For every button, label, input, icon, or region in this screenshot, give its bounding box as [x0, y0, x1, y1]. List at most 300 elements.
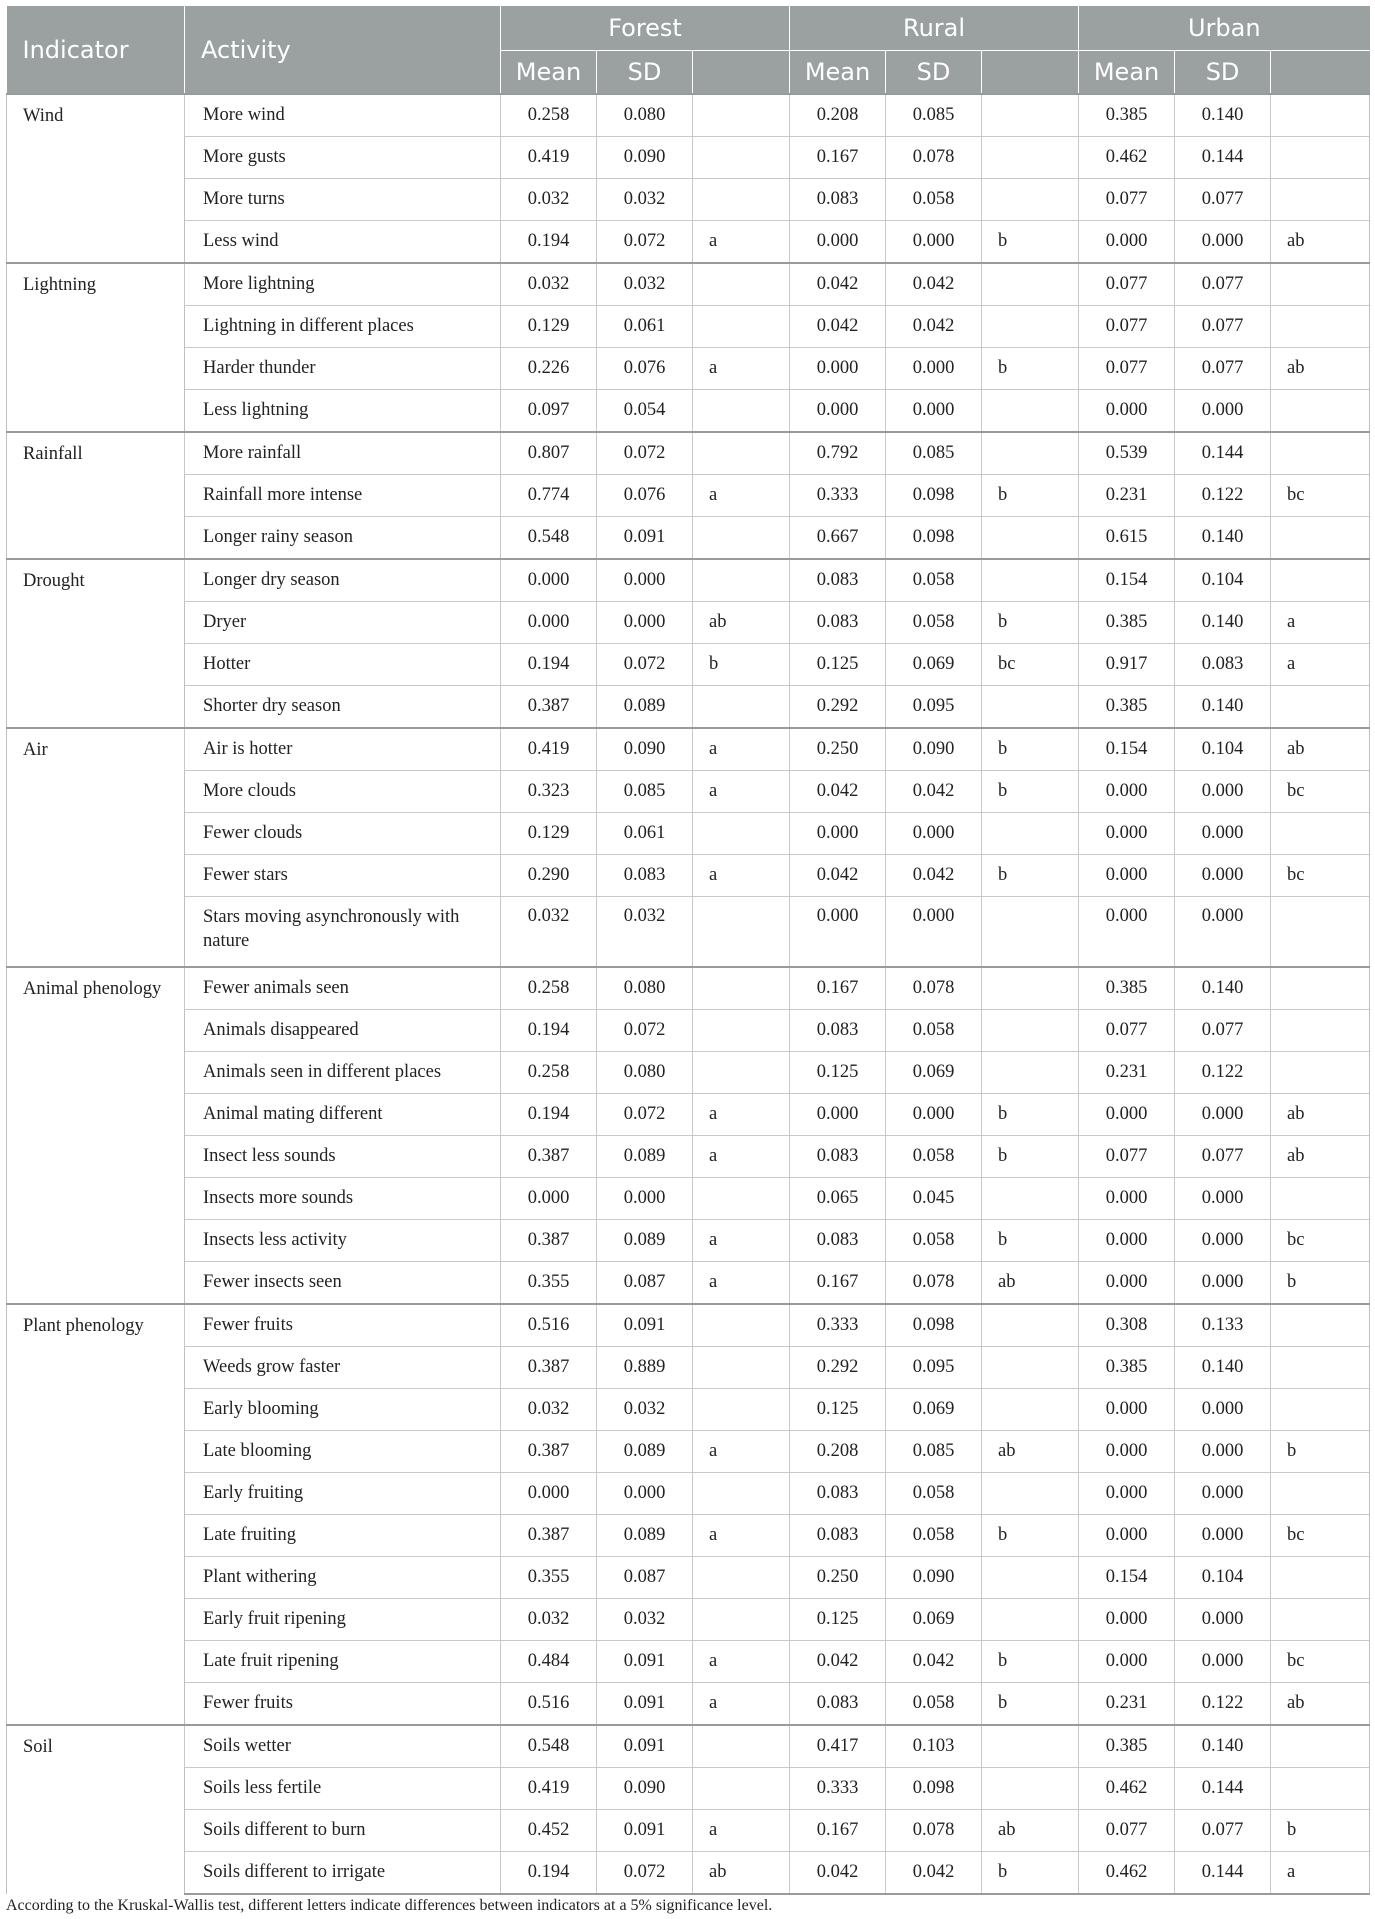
forest-sig-cell — [693, 813, 790, 855]
forest-sd-cell: 0.091 — [597, 1641, 693, 1683]
forest-sig-cell: a — [693, 771, 790, 813]
rural-mean-cell: 0.417 — [790, 1725, 886, 1768]
table-row — [7, 644, 1370, 686]
forest-mean-cell: 0.000 — [501, 1473, 597, 1515]
urban-mean-cell: 0.000 — [1079, 1220, 1175, 1262]
urban-sig-cell — [1271, 1178, 1370, 1220]
rural-sd-cell: 0.042 — [886, 1852, 982, 1895]
indicator-cell: Plant phenology — [7, 1304, 185, 1725]
results-table-container — [6, 6, 1369, 1895]
forest-mean-cell: 0.484 — [501, 1641, 597, 1683]
rural-sd-cell: 0.000 — [886, 897, 982, 968]
activity-cell: Soils wetter — [185, 1725, 501, 1768]
indicator-cell: Animal phenology — [7, 967, 185, 1304]
activity-cell: Late fruiting — [185, 1515, 501, 1557]
table-row — [7, 1010, 1370, 1052]
rural-sd-cell: 0.045 — [886, 1178, 982, 1220]
urban-mean-cell: 0.000 — [1079, 1473, 1175, 1515]
forest-mean-cell: 0.807 — [501, 432, 597, 475]
forest-sig-cell — [693, 306, 790, 348]
forest-mean-cell: 0.419 — [501, 1768, 597, 1810]
forest-sd-cell: 0.080 — [597, 1052, 693, 1094]
rural-mean-cell: 0.167 — [790, 967, 886, 1010]
rural-mean-cell: 0.125 — [790, 644, 886, 686]
rural-sig-cell — [982, 390, 1079, 433]
rural-sd-cell: 0.000 — [886, 813, 982, 855]
forest-mean-cell: 0.387 — [501, 1220, 597, 1262]
forest-mean-cell: 0.194 — [501, 1852, 597, 1895]
header-rural-sd: SD — [886, 51, 982, 95]
forest-sig-cell: a — [693, 348, 790, 390]
rural-mean-cell: 0.083 — [790, 1515, 886, 1557]
rural-sig-cell: b — [982, 1136, 1079, 1178]
forest-sd-cell: 0.889 — [597, 1347, 693, 1389]
urban-sd-cell: 0.000 — [1175, 1178, 1271, 1220]
rural-sd-cell: 0.042 — [886, 855, 982, 897]
urban-sig-cell — [1271, 1389, 1370, 1431]
rural-mean-cell: 0.167 — [790, 137, 886, 179]
table-row — [7, 1136, 1370, 1178]
activity-cell: Fewer fruits — [185, 1683, 501, 1726]
rural-mean-cell: 0.042 — [790, 771, 886, 813]
urban-mean-cell: 0.231 — [1079, 1052, 1175, 1094]
urban-sd-cell: 0.000 — [1175, 1094, 1271, 1136]
urban-sd-cell: 0.077 — [1175, 263, 1271, 306]
urban-sig-cell — [1271, 1768, 1370, 1810]
indicator-cell: Lightning — [7, 263, 185, 432]
rural-sd-cell: 0.069 — [886, 644, 982, 686]
forest-mean-cell: 0.258 — [501, 94, 597, 137]
forest-sd-cell: 0.089 — [597, 1515, 693, 1557]
urban-sig-cell: b — [1271, 1431, 1370, 1473]
rural-mean-cell: 0.167 — [790, 1810, 886, 1852]
rural-sd-cell: 0.042 — [886, 1641, 982, 1683]
table-row — [7, 855, 1370, 897]
table-row — [7, 1220, 1370, 1262]
rural-sig-cell — [982, 94, 1079, 137]
rural-sig-cell — [982, 1304, 1079, 1347]
activity-cell: More turns — [185, 179, 501, 221]
forest-mean-cell: 0.452 — [501, 1810, 597, 1852]
rural-sig-cell: b — [982, 855, 1079, 897]
rural-sd-cell: 0.042 — [886, 771, 982, 813]
urban-sig-cell — [1271, 1473, 1370, 1515]
table-row — [7, 1304, 1370, 1347]
rural-sd-cell: 0.078 — [886, 137, 982, 179]
forest-mean-cell: 0.387 — [501, 686, 597, 729]
urban-mean-cell: 0.462 — [1079, 1852, 1175, 1895]
rural-sig-cell — [982, 179, 1079, 221]
rural-mean-cell: 0.000 — [790, 813, 886, 855]
forest-sig-cell — [693, 559, 790, 602]
table-row — [7, 1347, 1370, 1389]
urban-sig-cell — [1271, 263, 1370, 306]
footnote: According to the Kruskal-Wallis test, different letters indicate differences between indicators at a 5% significance level. — [6, 1897, 773, 1914]
rural-sig-cell — [982, 1010, 1079, 1052]
activity-cell: Fewer clouds — [185, 813, 501, 855]
forest-sig-cell: a — [693, 221, 790, 264]
table-row — [7, 1178, 1370, 1220]
rural-sig-cell: bc — [982, 644, 1079, 686]
urban-sd-cell: 0.083 — [1175, 644, 1271, 686]
forest-sig-cell — [693, 897, 790, 968]
urban-mean-cell: 0.154 — [1079, 559, 1175, 602]
forest-sd-cell: 0.091 — [597, 1810, 693, 1852]
urban-sig-cell — [1271, 137, 1370, 179]
urban-mean-cell: 0.000 — [1079, 1599, 1175, 1641]
header-rural-mean: Mean — [790, 51, 886, 95]
urban-mean-cell: 0.385 — [1079, 94, 1175, 137]
rural-mean-cell: 0.333 — [790, 475, 886, 517]
rural-mean-cell: 0.083 — [790, 602, 886, 644]
rural-sig-cell: b — [982, 221, 1079, 264]
table-header — [7, 6, 1370, 94]
rural-sd-cell: 0.098 — [886, 1768, 982, 1810]
urban-sd-cell: 0.000 — [1175, 855, 1271, 897]
forest-sig-cell — [693, 432, 790, 475]
activity-cell: Harder thunder — [185, 348, 501, 390]
rural-sd-cell: 0.058 — [886, 1515, 982, 1557]
rural-sig-cell: ab — [982, 1810, 1079, 1852]
forest-sd-cell: 0.080 — [597, 94, 693, 137]
urban-mean-cell: 0.077 — [1079, 179, 1175, 221]
activity-cell: Early fruiting — [185, 1473, 501, 1515]
rural-sd-cell: 0.103 — [886, 1725, 982, 1768]
forest-mean-cell: 0.129 — [501, 306, 597, 348]
activity-cell: Longer rainy season — [185, 517, 501, 560]
indicator-cell: Wind — [7, 94, 185, 263]
table-row — [7, 1683, 1370, 1726]
rural-mean-cell: 0.083 — [790, 559, 886, 602]
forest-sig-cell: b — [693, 644, 790, 686]
header-indicator: Indicator — [7, 6, 185, 94]
urban-sd-cell: 0.144 — [1175, 1852, 1271, 1895]
forest-mean-cell: 0.548 — [501, 1725, 597, 1768]
rural-sig-cell: b — [982, 348, 1079, 390]
rural-sig-cell: b — [982, 1515, 1079, 1557]
forest-mean-cell: 0.355 — [501, 1557, 597, 1599]
rural-mean-cell: 0.083 — [790, 1683, 886, 1726]
forest-sd-cell: 0.087 — [597, 1262, 693, 1305]
urban-sig-cell — [1271, 559, 1370, 602]
activity-cell: Less wind — [185, 221, 501, 264]
table-row — [7, 771, 1370, 813]
forest-sd-cell: 0.091 — [597, 1725, 693, 1768]
forest-sig-cell — [693, 1304, 790, 1347]
forest-sig-cell: a — [693, 1810, 790, 1852]
header-activity: Activity — [185, 6, 501, 94]
table-row — [7, 686, 1370, 729]
indicator-cell: Rainfall — [7, 432, 185, 559]
rural-mean-cell: 0.208 — [790, 94, 886, 137]
rural-mean-cell: 0.000 — [790, 1094, 886, 1136]
urban-sig-cell: bc — [1271, 1220, 1370, 1262]
table-row — [7, 1599, 1370, 1641]
urban-mean-cell: 0.077 — [1079, 263, 1175, 306]
forest-sig-cell — [693, 1599, 790, 1641]
forest-sd-cell: 0.032 — [597, 179, 693, 221]
header-rural: Rural — [790, 6, 1079, 51]
urban-mean-cell: 0.000 — [1079, 1094, 1175, 1136]
rural-sig-cell — [982, 1389, 1079, 1431]
urban-sd-cell: 0.000 — [1175, 390, 1271, 433]
urban-mean-cell: 0.615 — [1079, 517, 1175, 560]
rural-mean-cell: 0.125 — [790, 1389, 886, 1431]
urban-sig-cell — [1271, 1725, 1370, 1768]
rural-sig-cell — [982, 1599, 1079, 1641]
forest-sd-cell: 0.032 — [597, 1599, 693, 1641]
urban-mean-cell: 0.000 — [1079, 855, 1175, 897]
urban-sd-cell: 0.140 — [1175, 517, 1271, 560]
rural-sd-cell: 0.000 — [886, 1094, 982, 1136]
forest-sig-cell: a — [693, 1094, 790, 1136]
urban-sd-cell: 0.000 — [1175, 1473, 1271, 1515]
forest-mean-cell: 0.387 — [501, 1347, 597, 1389]
urban-sd-cell: 0.122 — [1175, 475, 1271, 517]
rural-sig-cell: b — [982, 475, 1079, 517]
urban-sd-cell: 0.000 — [1175, 1389, 1271, 1431]
forest-sd-cell: 0.091 — [597, 1304, 693, 1347]
urban-sd-cell: 0.000 — [1175, 1262, 1271, 1305]
activity-cell: Insect less sounds — [185, 1136, 501, 1178]
forest-mean-cell: 0.032 — [501, 179, 597, 221]
forest-sd-cell: 0.072 — [597, 221, 693, 264]
forest-sig-cell — [693, 94, 790, 137]
activity-cell: Late blooming — [185, 1431, 501, 1473]
table-row — [7, 1641, 1370, 1683]
rural-sd-cell: 0.042 — [886, 263, 982, 306]
urban-sig-cell: ab — [1271, 1094, 1370, 1136]
forest-mean-cell: 0.032 — [501, 1599, 597, 1641]
table-row — [7, 137, 1370, 179]
activity-cell: Soils different to burn — [185, 1810, 501, 1852]
forest-sig-cell: a — [693, 1683, 790, 1726]
forest-mean-cell: 0.194 — [501, 644, 597, 686]
activity-cell: Insects more sounds — [185, 1178, 501, 1220]
forest-sig-cell — [693, 1557, 790, 1599]
activity-cell: Insects less activity — [185, 1220, 501, 1262]
forest-sd-cell: 0.061 — [597, 813, 693, 855]
rural-mean-cell: 0.042 — [790, 306, 886, 348]
forest-sd-cell: 0.072 — [597, 432, 693, 475]
rural-sd-cell: 0.069 — [886, 1052, 982, 1094]
header-forest: Forest — [501, 6, 790, 51]
activity-cell: Plant withering — [185, 1557, 501, 1599]
rural-mean-cell: 0.125 — [790, 1599, 886, 1641]
rural-sd-cell: 0.000 — [886, 221, 982, 264]
header-rural-sig — [982, 51, 1079, 95]
urban-sd-cell: 0.000 — [1175, 1515, 1271, 1557]
rural-sd-cell: 0.058 — [886, 1220, 982, 1262]
rural-mean-cell: 0.083 — [790, 1136, 886, 1178]
activity-cell: Longer dry season — [185, 559, 501, 602]
forest-mean-cell: 0.194 — [501, 1094, 597, 1136]
urban-mean-cell: 0.000 — [1079, 1389, 1175, 1431]
activity-cell: Stars moving asynchronously with nature — [185, 897, 501, 968]
urban-sd-cell: 0.140 — [1175, 1347, 1271, 1389]
forest-sig-cell: a — [693, 1431, 790, 1473]
rural-sd-cell: 0.095 — [886, 686, 982, 729]
urban-mean-cell: 0.539 — [1079, 432, 1175, 475]
forest-sd-cell: 0.072 — [597, 1010, 693, 1052]
rural-sd-cell: 0.058 — [886, 1683, 982, 1726]
forest-sig-cell: a — [693, 728, 790, 771]
urban-mean-cell: 0.385 — [1079, 686, 1175, 729]
urban-sd-cell: 0.140 — [1175, 94, 1271, 137]
forest-mean-cell: 0.774 — [501, 475, 597, 517]
forest-sig-cell: a — [693, 1262, 790, 1305]
forest-sig-cell — [693, 1768, 790, 1810]
urban-sig-cell: bc — [1271, 771, 1370, 813]
table-row — [7, 1094, 1370, 1136]
rural-sig-cell: b — [982, 1683, 1079, 1726]
rural-sig-cell — [982, 306, 1079, 348]
urban-sig-cell: ab — [1271, 728, 1370, 771]
header-urban-mean: Mean — [1079, 51, 1175, 95]
urban-sd-cell: 0.144 — [1175, 432, 1271, 475]
activity-cell: Early blooming — [185, 1389, 501, 1431]
forest-sd-cell: 0.091 — [597, 1683, 693, 1726]
forest-sd-cell: 0.090 — [597, 1768, 693, 1810]
rural-sig-cell: ab — [982, 1431, 1079, 1473]
rural-mean-cell: 0.083 — [790, 1220, 886, 1262]
urban-sig-cell: bc — [1271, 475, 1370, 517]
urban-sig-cell: a — [1271, 644, 1370, 686]
table-row — [7, 1473, 1370, 1515]
urban-sd-cell: 0.000 — [1175, 1431, 1271, 1473]
rural-mean-cell: 0.000 — [790, 221, 886, 264]
rural-sig-cell — [982, 967, 1079, 1010]
urban-sig-cell — [1271, 1599, 1370, 1641]
forest-mean-cell: 0.419 — [501, 137, 597, 179]
urban-sig-cell: b — [1271, 1262, 1370, 1305]
forest-sd-cell: 0.076 — [597, 348, 693, 390]
rural-sd-cell: 0.078 — [886, 1810, 982, 1852]
rural-mean-cell: 0.250 — [790, 728, 886, 771]
table-row — [7, 813, 1370, 855]
forest-sd-cell: 0.089 — [597, 1136, 693, 1178]
urban-mean-cell: 0.462 — [1079, 137, 1175, 179]
urban-sig-cell — [1271, 94, 1370, 137]
forest-sd-cell: 0.000 — [597, 1473, 693, 1515]
urban-sig-cell: ab — [1271, 221, 1370, 264]
activity-cell: Animals seen in different places — [185, 1052, 501, 1094]
forest-sig-cell — [693, 967, 790, 1010]
urban-sd-cell: 0.000 — [1175, 771, 1271, 813]
rural-mean-cell: 0.208 — [790, 1431, 886, 1473]
forest-mean-cell: 0.097 — [501, 390, 597, 433]
rural-sig-cell — [982, 686, 1079, 729]
rural-mean-cell: 0.292 — [790, 1347, 886, 1389]
rural-mean-cell: 0.042 — [790, 263, 886, 306]
rural-sd-cell: 0.085 — [886, 432, 982, 475]
rural-mean-cell: 0.292 — [790, 686, 886, 729]
activity-cell: Fewer fruits — [185, 1304, 501, 1347]
rural-mean-cell: 0.000 — [790, 897, 886, 968]
urban-mean-cell: 0.308 — [1079, 1304, 1175, 1347]
activity-cell: Fewer insects seen — [185, 1262, 501, 1305]
forest-sd-cell: 0.032 — [597, 1389, 693, 1431]
rural-sd-cell: 0.058 — [886, 1136, 982, 1178]
forest-sig-cell: a — [693, 475, 790, 517]
forest-sd-cell: 0.072 — [597, 1094, 693, 1136]
urban-mean-cell: 0.000 — [1079, 390, 1175, 433]
forest-sd-cell: 0.076 — [597, 475, 693, 517]
rural-sd-cell: 0.058 — [886, 559, 982, 602]
forest-mean-cell: 0.516 — [501, 1304, 597, 1347]
urban-sd-cell: 0.000 — [1175, 897, 1271, 968]
header-forest-sig — [693, 51, 790, 95]
rural-mean-cell: 0.042 — [790, 855, 886, 897]
urban-sig-cell — [1271, 1304, 1370, 1347]
table-row — [7, 306, 1370, 348]
activity-cell: Rainfall more intense — [185, 475, 501, 517]
activity-cell: Fewer animals seen — [185, 967, 501, 1010]
urban-sd-cell: 0.000 — [1175, 813, 1271, 855]
forest-sd-cell: 0.091 — [597, 517, 693, 560]
rural-mean-cell: 0.083 — [790, 179, 886, 221]
header-forest-sd: SD — [597, 51, 693, 95]
urban-sig-cell: a — [1271, 1852, 1370, 1895]
table-row — [7, 1557, 1370, 1599]
activity-cell: More rainfall — [185, 432, 501, 475]
rural-sd-cell: 0.042 — [886, 306, 982, 348]
forest-sd-cell: 0.000 — [597, 1178, 693, 1220]
rural-sd-cell: 0.058 — [886, 1010, 982, 1052]
urban-mean-cell: 0.000 — [1079, 1515, 1175, 1557]
urban-mean-cell: 0.231 — [1079, 1683, 1175, 1726]
rural-mean-cell: 0.792 — [790, 432, 886, 475]
urban-sd-cell: 0.000 — [1175, 1641, 1271, 1683]
forest-sig-cell — [693, 179, 790, 221]
activity-cell: Soils different to irrigate — [185, 1852, 501, 1895]
urban-sig-cell — [1271, 813, 1370, 855]
urban-sd-cell: 0.104 — [1175, 1557, 1271, 1599]
urban-sd-cell: 0.104 — [1175, 728, 1271, 771]
urban-mean-cell: 0.000 — [1079, 1178, 1175, 1220]
rural-sd-cell: 0.058 — [886, 179, 982, 221]
forest-sig-cell — [693, 263, 790, 306]
header-urban: Urban — [1079, 6, 1370, 51]
rural-sd-cell: 0.098 — [886, 517, 982, 560]
table-row — [7, 897, 1370, 968]
urban-mean-cell: 0.077 — [1079, 348, 1175, 390]
rural-sd-cell: 0.085 — [886, 1431, 982, 1473]
urban-sig-cell — [1271, 432, 1370, 475]
urban-sig-cell — [1271, 1557, 1370, 1599]
rural-mean-cell: 0.083 — [790, 1010, 886, 1052]
rural-sd-cell: 0.095 — [886, 1347, 982, 1389]
forest-mean-cell: 0.194 — [501, 221, 597, 264]
forest-sig-cell — [693, 1010, 790, 1052]
urban-sd-cell: 0.077 — [1175, 179, 1271, 221]
forest-sig-cell — [693, 1178, 790, 1220]
rural-sd-cell: 0.058 — [886, 602, 982, 644]
rural-mean-cell: 0.000 — [790, 390, 886, 433]
rural-sd-cell: 0.090 — [886, 1557, 982, 1599]
urban-sd-cell: 0.144 — [1175, 137, 1271, 179]
rural-mean-cell: 0.000 — [790, 348, 886, 390]
urban-sig-cell — [1271, 897, 1370, 968]
urban-mean-cell: 0.077 — [1079, 306, 1175, 348]
urban-sd-cell: 0.077 — [1175, 1136, 1271, 1178]
table-row — [7, 390, 1370, 433]
forest-sig-cell: a — [693, 1220, 790, 1262]
forest-sig-cell: a — [693, 1136, 790, 1178]
table-row — [7, 1515, 1370, 1557]
table-row — [7, 94, 1370, 137]
urban-sd-cell: 0.077 — [1175, 348, 1271, 390]
